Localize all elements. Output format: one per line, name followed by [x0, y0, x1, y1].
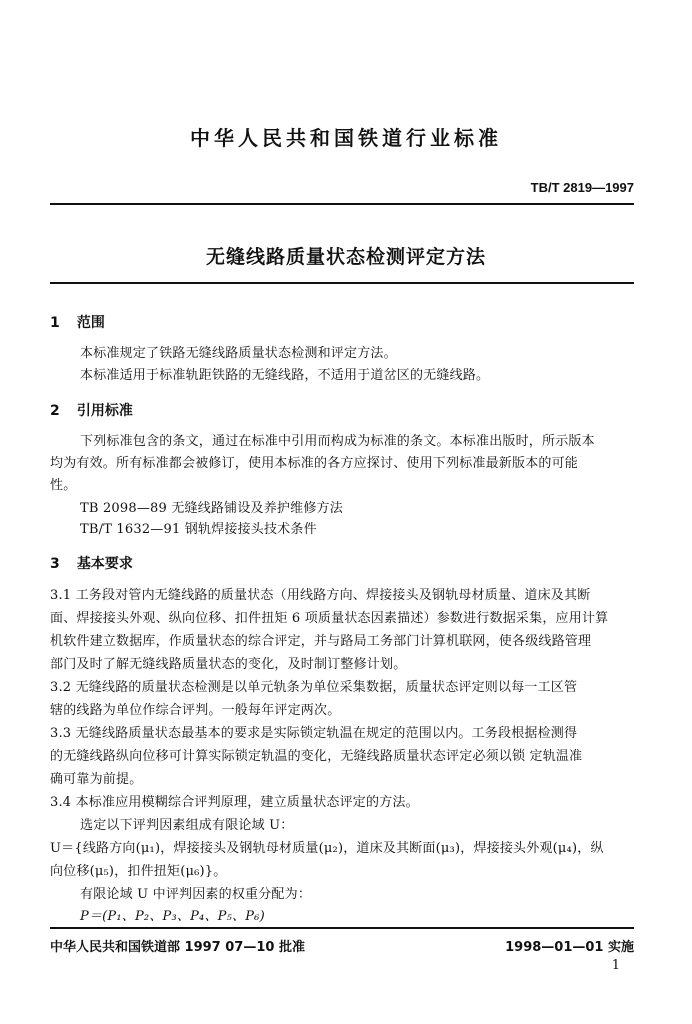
clause-3-4-line: 有限论域 U 中评判因素的权重分配为： [80, 887, 312, 902]
formula-weight-line: P＝(P₁、P₂、P₃、P₄、P₅、P₆) [80, 909, 265, 924]
formula-universe-line: U＝{线路方向(μ₁)，焊接接头及钢轨母材质量(μ₂)，道床及其断面(μ₃)，焊接接头外观(μ₄)，纵 [50, 841, 604, 856]
section-2-heading [50, 400, 133, 420]
title-rule [50, 282, 634, 284]
section-heading-text: 引用标准 [76, 403, 133, 419]
effective-date: 1998—01—01 实施 [505, 940, 634, 955]
section-number: 2 [50, 403, 60, 419]
section-3-heading [50, 553, 133, 573]
formula-universe-line: 向位移(μ₅)，扣件扭矩(μ₆)}。 [50, 864, 227, 879]
clause-3-1-line: 3.1 工务段对管内无缝线路的质量状态（用线路方向、焊接接头及钢轨母材质量、道床及其断 [50, 588, 591, 603]
paragraph-line: 性。 [50, 478, 77, 493]
clause-3-3-line: 的无缝线路纵向位移可计算实际锁定轨温的变化，无缝线路质量状态评定必须以锁 定轨温准 [50, 749, 583, 764]
document-title: 无缝线路质量状态检测评定方法 [205, 246, 486, 268]
clause-3-4-line: 3.4 本标准应用模糊综合评判原理，建立质量状态评定的方法。 [50, 795, 419, 810]
section-number: 3 [50, 556, 60, 572]
clause-3-3-line: 确可靠为前提。 [50, 772, 143, 787]
clause-3-1-line: 部门及时了解无缝线路质量状态的变化，及时制订整修计划。 [50, 657, 407, 672]
section-1-heading [50, 312, 105, 332]
standard-header-title: 中华人民共和国铁道行业标准 [190, 126, 502, 150]
clause-3-2-line: 3.2 无缝线路的质量状态检测是以单元轨条为单位采集数据，质量状态评定则以每一工区管 [50, 680, 578, 695]
paragraph-line: 本标准适用于标准轨距铁路的无缝线路，不适用于道岔区的无缝线路。 [80, 368, 490, 383]
section-number: 1 [50, 315, 60, 331]
standard-code: TB/T 2819—1997 [530, 180, 634, 195]
paragraph-line: 本标准规定了铁路无缝线路质量状态检测和评定方法。 [80, 346, 397, 361]
clause-3-4-line: 选定以下评判因素组成有限论域 U： [80, 818, 294, 833]
section-heading-text: 范围 [76, 315, 105, 331]
referenced-standard: TB 2098—89 无缝线路铺设及养护维修方法 [80, 501, 343, 516]
section-heading-text: 基本要求 [76, 556, 133, 572]
referenced-standard: TB/T 1632—91 钢轨焊接接头技术条件 [80, 522, 317, 537]
clause-3-2-line: 辖的线路为单位作综合评判。一般每年评定两次。 [50, 703, 341, 718]
approval-line: 中华人民共和国铁道部 1997 07—10 批准 [50, 940, 305, 955]
paragraph-line: 均为有效。所有标准都会被修订，使用本标准的各方应探讨、使用下列标准最新版本的可能 [50, 456, 579, 471]
clause-3-1-line: 机软件建立数据库，作质量状态的综合评定，并与路局工务部门计算机联网，使各级线路管理 [50, 634, 592, 649]
paragraph-line: 下列标准包含的条文，通过在标准中引用而构成为标准的条文。本标准出版时，所示版本 [80, 434, 595, 449]
header-rule [50, 203, 634, 205]
page-number: 1 [611, 958, 620, 973]
footer-rule [50, 927, 634, 929]
clause-3-3-line: 3.3 无缝线路质量状态最基本的要求是实际锁定轨温在规定的范围以内。工务段根据检测得 [50, 726, 578, 741]
clause-3-1-line: 面、焊接接头外观、纵向位移、扣件扭矩 6 项质量状态因素描述）参数进行数据采集，应用计算 [50, 611, 609, 626]
